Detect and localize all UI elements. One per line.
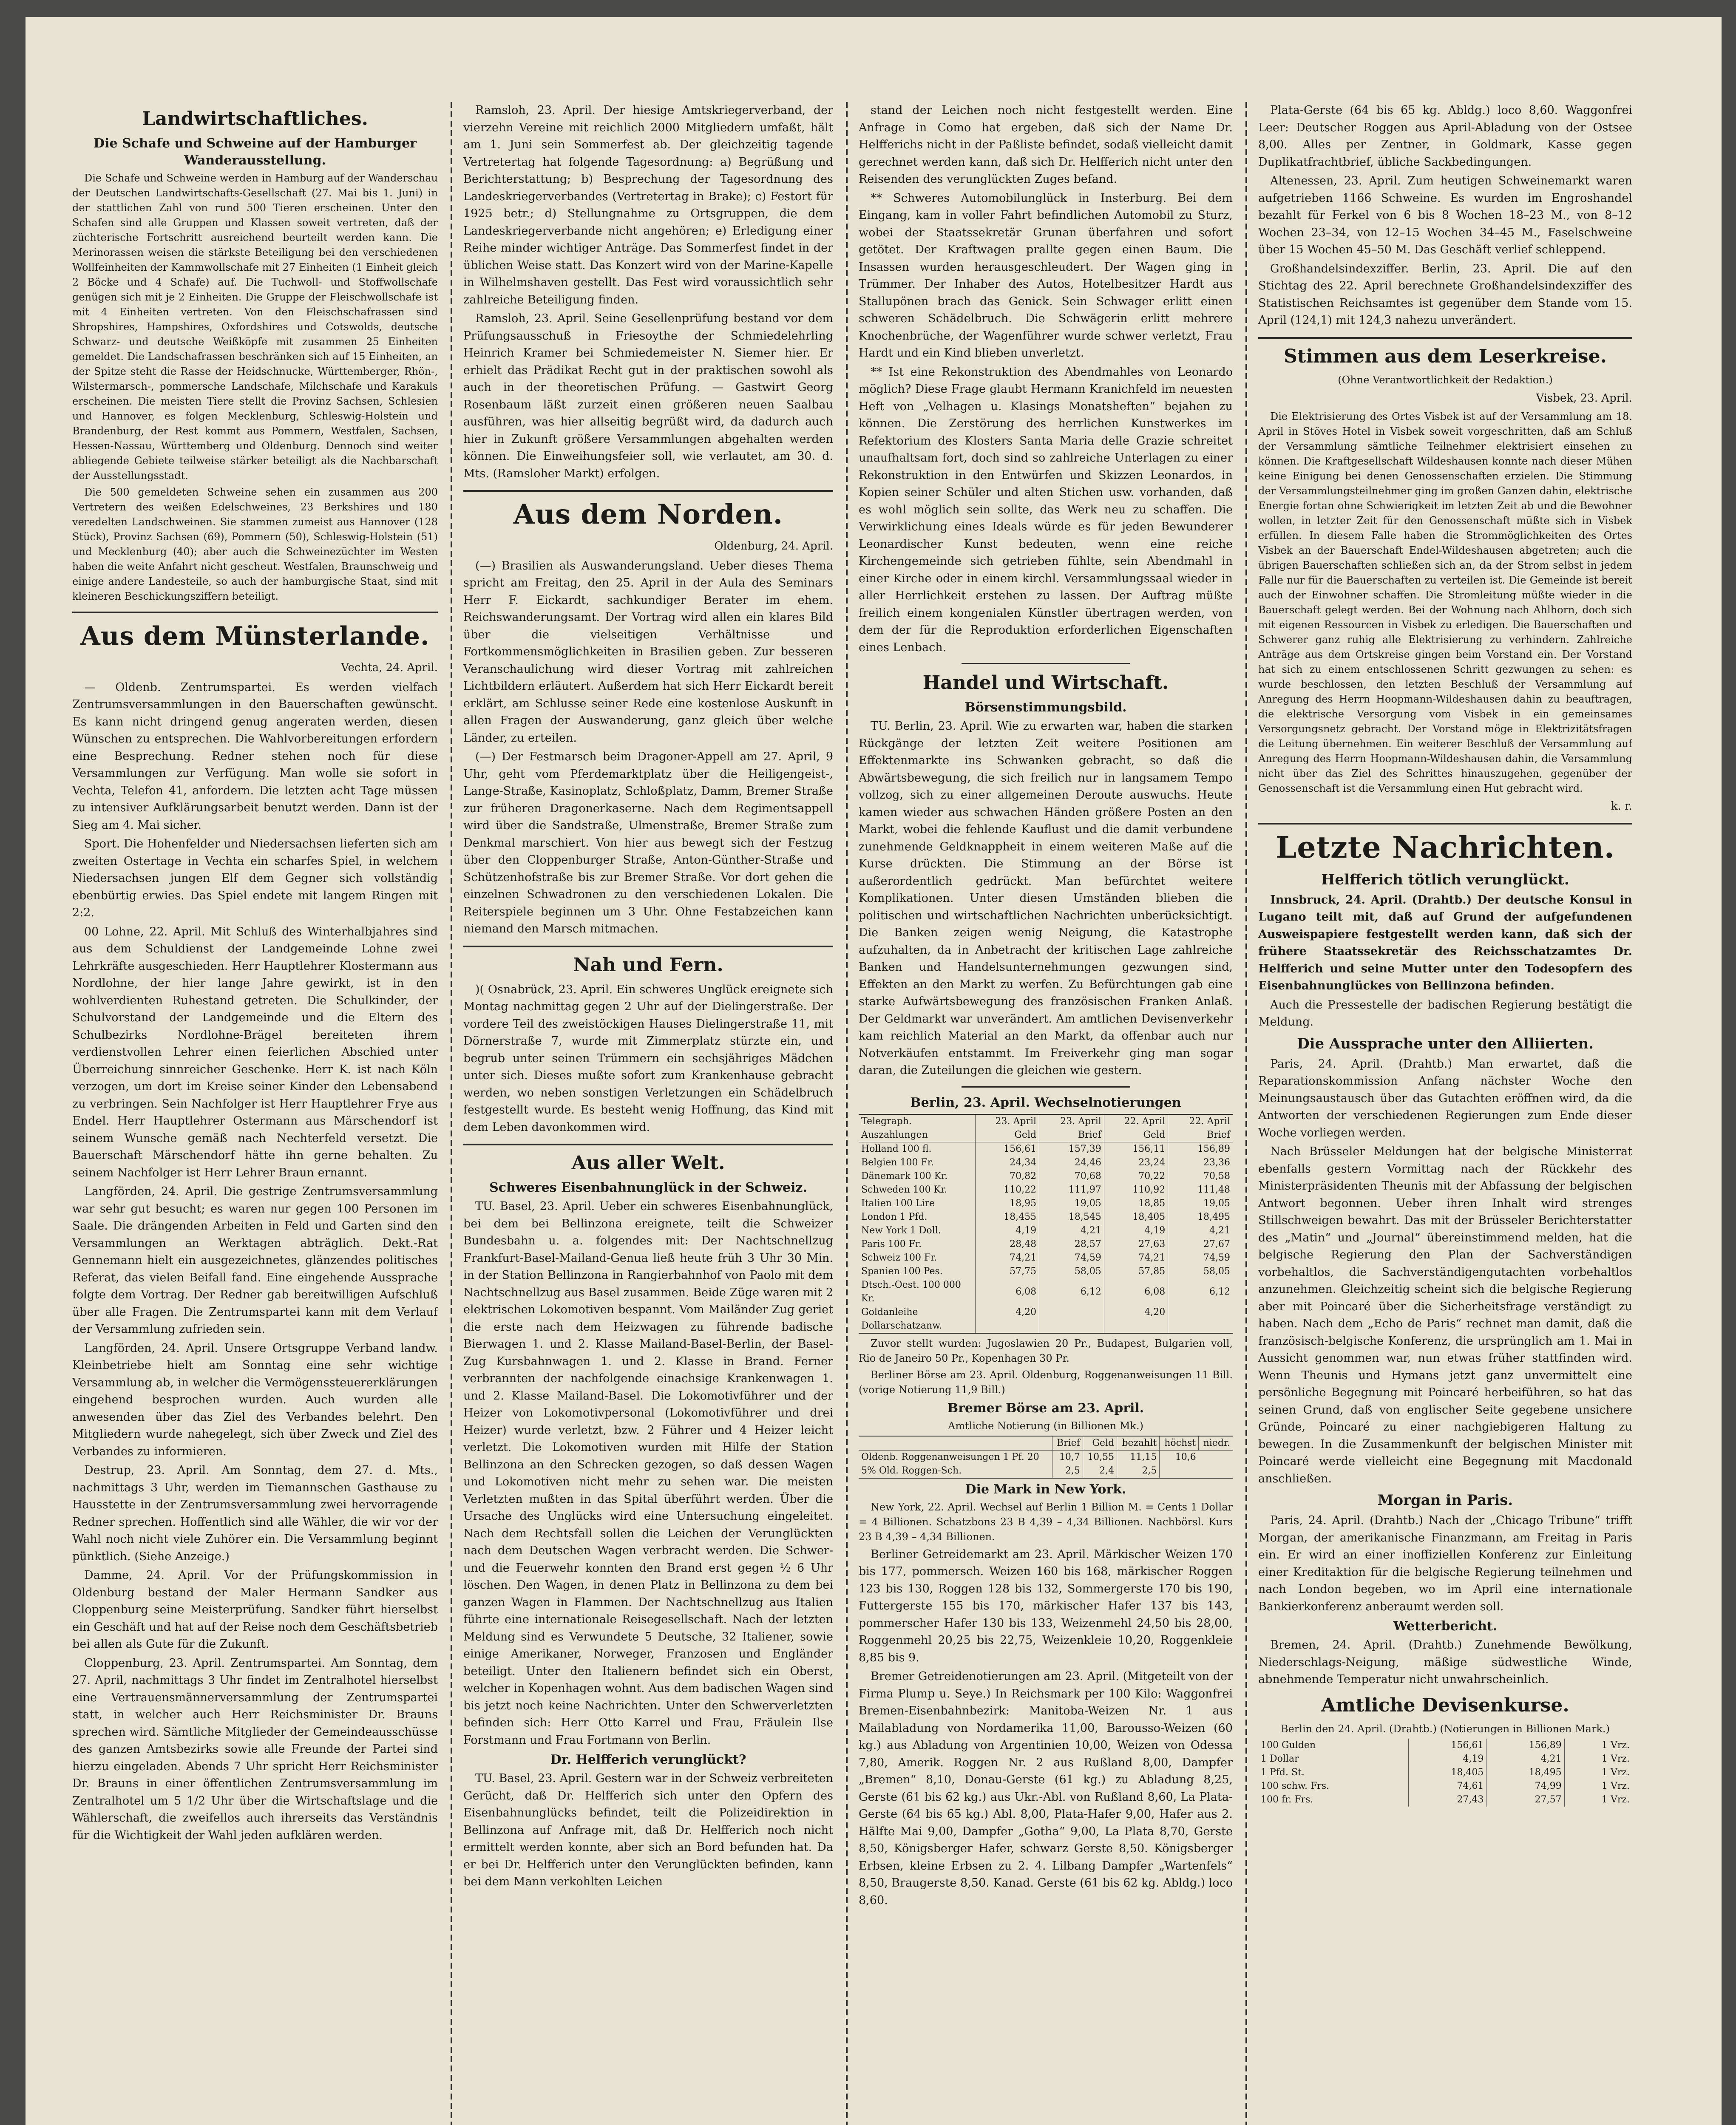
- table-cell: 74,99: [1486, 1779, 1564, 1793]
- table-cell: 27,43: [1409, 1793, 1486, 1807]
- table-cell: 10,7: [1052, 1450, 1083, 1464]
- table-cell: Dollarschatzanw.: [861, 1320, 942, 1331]
- table-cell: Oldenb. Roggenanweisungen 1 Pf. 20: [861, 1451, 1039, 1462]
- table-header-cell: [859, 1436, 1052, 1451]
- article-paragraph: Cloppenburg, 23. April. Zentrumspartei. Am Sonntag, dem 27. April, nachmittags 3 Uhr findet im Zentralhotel hierselbst eine Vertrauensmännerversammlung der Zentrumspartei statt, in welcher auch Herr Reichsminister Dr. Brauns sprechen wird. Sämtliche Mitglieder der Gemeindeausschüsse des ganzen Amtsbezirks sowie alle Freunde der Partei sind hierzu eingeladen. Abends 7 Uhr spricht Herr Reichsminister Dr. Brauns in einer öffentlichen Zentrumsversammlung im Zentralhotel um 5 1/2 Uhr über die Wirtschaftslage und die Wählerschaft, die zweifellos auch ihrerseits das Verständnis für die Wichtigkeit der Wahl jeden aufklären werden.: [72, 1656, 438, 1842]
- table-cell: Spanien 100 Pes.: [861, 1266, 943, 1277]
- table-cell: 70,22: [1104, 1170, 1168, 1183]
- table-cell: 18,405: [1104, 1210, 1168, 1224]
- table-header-cell: Brief: [1052, 1436, 1083, 1451]
- table-title: Berlin, 23. April. Wechselnotierungen: [910, 1095, 1181, 1110]
- article-paragraph: Nach Brüsseler Meldungen hat der belgische Ministerrat ebenfalls gestern Vormittag nach der Rückkehr des Ministerpräsidenten Theunis mit der Abfassung der belgischen Antwort begonnen. Ueber ihren Inhalt wird strenges Stillschweigen bewahrt. Das mit der Brüsseler Berichterstatter des „Matin“ und „Journal“ übereinstimmend melden, hat die belgische Regierung den Plan der Sachverständigen vorbehaltlos, die Sachverständigengutachten vorbehaltlos anzunehmen. Gleichzeitig scheint sich die belgische Regierung aber mit Poincaré über die Sicherheitsfrage verständigt zu haben. Nach dem „Echo de Paris“ rechnet man damit, daß die französisch-belgische Konferenz, die ursprünglich am 1. Mai in Aussicht genommen war, nun etwas früher stattfinden wird. Wenn Theunis und Hymans jetzt ganz unvermittelt eine persönliche Begegnung mit Poincaré herbeiführen, so hat das seinen Grund, daß von englischer Seite gegebene unsichere Gründe, Poincaré zu einer nachgiebigeren Haltung zu bewegen. In die Zusammenkunft der belgischen Minister mit Poincaré werde vielleicht eine Begegnung mit Macdonald anschließen.: [1258, 1145, 1632, 1485]
- article-paragraph: Paris, 24. April. (Drahtb.) Nach der „Chicago Tribune“ trifft Morgan, der amerikanische Finanzmann, am Freitag in Paris ein. Er wird an einer inoffiziellen Konferenz zur Einleitung einer Kreditaktion für die belgische Regierung teilnehmen und nach London begeben, wo im April eine internationale Bankierkonferenz anberaumt werden soll.: [1258, 1514, 1632, 1613]
- signature: k. r.: [1611, 800, 1632, 813]
- table-cell: 70,58: [1168, 1170, 1233, 1183]
- article-paragraph: Auch die Pressestelle der badischen Regierung bestätigt die Meldung.: [1258, 998, 1632, 1028]
- table-row: [1258, 1793, 1632, 1807]
- table-cell: 74,59: [1039, 1251, 1104, 1265]
- table-cell: 1 Dollar: [1261, 1753, 1299, 1764]
- section-divider: [962, 1086, 1130, 1088]
- table-row: [1258, 1779, 1632, 1793]
- section-heading: Aus dem Norden.: [513, 499, 783, 530]
- table-cell: Italien 100 Lire: [861, 1198, 935, 1209]
- article-paragraph: Altenessen, 23. April. Zum heutigen Schweinemarkt waren aufgetrieben 1166 Schweine. Es wurden im Engroshandel bezahlt für Ferkel von 6 bis 8 Wochen 18–23 M., von 8–12 Wochen 23–34, von 12–15 Wochen 34–45 M., Faselschweine über 15 Wochen 45–50 M. Das Geschäft verlief schleppend.: [1258, 174, 1632, 256]
- table-cell: 58,05: [1039, 1265, 1104, 1278]
- table-cell: [1039, 1319, 1104, 1333]
- article-paragraph: Berliner Getreidemarkt am 23. April. Märkischer Weizen 170 bis 177, pommersch. Weizen 160 bis 168, märkischer Roggen 123 bis 130, Roggen 128 bis 132, Sommergerste 170 bis 190, Futtergerste 155 bis 170, märkischer Hafer 137 bis 143, pommerscher Hafer 130 bis 133, Weizenmehl 24,50 bis 28,00, Roggenmehl 20,25 bis 22,75, Weizenkleie 10,20, Roggenkleie 8,85 bis 9.: [859, 1547, 1233, 1664]
- table-header-cell: bezahlt: [1117, 1436, 1160, 1451]
- table-cell: [1168, 1306, 1233, 1319]
- table-cell: 10,55: [1083, 1450, 1117, 1464]
- table-cell: 2,5: [1052, 1464, 1083, 1478]
- table-cell: 18,85: [1104, 1197, 1168, 1210]
- article-paragraph: (—) Brasilien als Auswanderungsland. Ueber dieses Thema spricht am Freitag, den 25. April in der Aula des Seminars Herr F. Eickardt, sachkundiger Berater im ehem. Reichswanderungsamt. Der Vortrag wird allen ein klares Bild über die vielseitigen Verhältnisse und Fortkommensmöglichkeiten in Brasilien geben. Zur besseren Veranschaulichung wird dieser Vortrag mit zahlreichen Lichtbildern erläutert. Außerdem hat sich Herr Eickardt bereit erklärt, am Schlusse seiner Rede eine kostenlose Auskunft in allen Fragen der Auswanderung, ganz gleich über welche Länder, zu erteilen.: [463, 559, 833, 745]
- article-headline: Helfferich tötlich verunglückt.: [1321, 871, 1569, 888]
- table-row: [859, 1319, 1233, 1333]
- table-cell: 4,19: [1104, 1224, 1168, 1238]
- table-cell: 18,455: [975, 1210, 1039, 1224]
- article-paragraph: New York, 22. April. Wechsel auf Berlin 1 Billion M. = Cents 1 Dollar = 4 Billionen. Schatzbons 23 B 4,39 – 4,34 Billionen. Nachbörsl. Kurs 23 B 4,39 – 4,34 Billionen.: [859, 1501, 1233, 1543]
- table-cell: Goldanleihe: [861, 1306, 918, 1318]
- table-cell: 4,21: [1486, 1752, 1564, 1766]
- column-rule: [1245, 102, 1247, 2125]
- table-cell: 110,92: [1104, 1183, 1168, 1197]
- newspaper-page: [26, 17, 1722, 2125]
- section-heading: Aus aller Welt.: [571, 1152, 725, 1174]
- table-cell: 11,15: [1117, 1450, 1160, 1464]
- table-cell: 6,08: [1104, 1278, 1168, 1306]
- table-row: [859, 1183, 1233, 1197]
- table-header-cell: 23. April Geld: [975, 1114, 1039, 1142]
- table-cell: 74,59: [1168, 1251, 1233, 1265]
- article-headline: Die Schafe und Schweine auf der Hamburger Wanderausstellung.: [94, 136, 417, 168]
- table-cell: [1168, 1319, 1233, 1333]
- article-paragraph: )( Osnabrück, 23. April. Ein schweres Unglück ereignete sich Montag nachmittag gegen 2 Uhr auf der Dielingerstraße. Der vordere Teil des zweistöckigen Hauses Dielingerstraße 11, mit Dörnerstraße 7, wurde mit Zimmerplatz stürzte ein, und begrub unter seinen Trümmern ein sechsjähriges Mädchen unter sich. Dieses mußte sofort zum Krankenhause gebracht werden, wo neben sonstigen Verletzungen ein Schädelbruch festgestellt wurde. Es besteht wenig Hoffnung, das Kind mit dem Leben davonkommen wird.: [463, 983, 833, 1134]
- table-cell: 111,97: [1039, 1183, 1104, 1197]
- table-cell: 1 Vrz.: [1564, 1779, 1632, 1793]
- table-cell: 4,19: [975, 1224, 1039, 1238]
- table-row: [1258, 1766, 1632, 1779]
- article-paragraph: Langförden, 24. April. Unsere Ortsgruppe Verband landw. Kleinbetriebe hielt am Sonntag eine sehr wichtige Versammlung ab, in welcher die Vermögenssteuererklärungen eingehend besprochen wurden. Auch wurden alle anwesenden über das Ziel des Verbandes belehrt. Den Mitgliedern wurde nahegelegt, sich über Zweck und Ziel des Verbandes zu informieren.: [72, 1341, 438, 1458]
- article-headline: Die Mark in New York.: [965, 1482, 1126, 1497]
- bremer-table: [859, 1436, 1233, 1479]
- table-cell: 156,89: [1486, 1739, 1564, 1752]
- dateline: Visbek, 23. April.: [1536, 391, 1632, 405]
- table-cell: 100 schw. Frs.: [1261, 1780, 1330, 1791]
- article-paragraph: (—) Der Festmarsch beim Dragoner-Appell am 27. April, 9 Uhr, geht vom Pferdemarktplatz über die Heiligengeist-, Lange-Straße, Kasinoplatz, Schloßplatz, Damm, Bremer Straße zur früheren Dragonerkaserne. Nach dem Regimentsappell wird über die Sandstraße, Ulmenstraße, Bremer Straße zum Denkmal marschiert. Von hier aus bewegt sich der Festzug über den Cloppenburger Straße, Anton-Günther-Straße und Schützenhofstraße bis zur Bremer Straße. Vor dort gehen die einzelnen Schwadronen zu den verschiedenen Lokalen. Die Reiterspiele beginnen um 3 Uhr. Ohne Festabzeichen kann niemand den Marsch mitmachen.: [463, 750, 833, 935]
- table-cell: 6,12: [1168, 1278, 1233, 1306]
- table-cell: 28,57: [1039, 1238, 1104, 1251]
- table-cell: 24,34: [975, 1156, 1039, 1170]
- article-paragraph: Ramsloh, 23. April. Der hiesige Amtskriegerverband, der vierzehn Vereine mit reichlich 2000 Mitgliedern umfaßt, hält am 1. Juni sein Sommerfest ab. Der gleichzeitig tagende Vertretertag hat folgende Tagesordnung: a) Begrüßung und Berichterstattung; b) Besprechung der Tagesordnung des Landeskriegerverbandes (Vertretertag in Brake); c) Festort für 1925 betr.; d) Stellungnahme zu Ortsgruppen, die dem Landeskriegerverbande nicht angehören; e) Erledigung einer Reihe minder wichtiger Anträge. Das Sommerfest findet in der üblichen Weise statt. Das Konzert wird von der Marine-Kapelle in Wilhelmshaven gestellt. Das Fest wird voraussichtlich sehr zahlreiche Beteiligung finden.: [463, 104, 833, 306]
- table-cell: 57,85: [1104, 1265, 1168, 1278]
- table-cell: 58,05: [1168, 1265, 1233, 1278]
- table-row: [859, 1265, 1233, 1278]
- table-cell: 27,67: [1168, 1238, 1233, 1251]
- table-cell: 18,495: [1486, 1766, 1564, 1779]
- table-row: [859, 1224, 1233, 1238]
- section-subtitle: (Ohne Verantwortlichkeit der Redaktion.): [1338, 374, 1553, 386]
- table-title: Bremer Börse am 23. April.: [947, 1400, 1144, 1416]
- table-cell: 4,21: [1168, 1224, 1233, 1238]
- article-paragraph: Langförden, 24. April. Die gestrige Zentrumsversammlung war sehr gut besucht; es waren nur gegen 100 Personen im Saale. Die drängenden Arbeiten in Feld und Garten sind den Versammlungen an Werktagen abträglich. Dekt.-Rat Gennemann hielt ein ausgezeichnetes, glänzendes politisches Referat, das vielen Beifall fand. Eine eingehende Aussprache folgte dem Vortrag. Der Redner gab bereitwilligen Aufschluß über alle Fragen. Die Zentrumspartei kann mit dem Verlauf der Versammlung zufrieden sein.: [72, 1185, 438, 1336]
- table-cell: 1 Vrz.: [1564, 1793, 1632, 1807]
- section-divider: [463, 946, 833, 947]
- section-divider: [463, 490, 833, 492]
- table-cell: 4,20: [975, 1306, 1039, 1319]
- table-cell: 10,6: [1160, 1450, 1199, 1464]
- article-paragraph: Damme, 24. April. Vor der Prüfungskommission in Oldenburg bestand der Maler Hermann Sandker aus Cloppenburg seine Meisterprüfung. Sandker führt hierselbst ein Geschäft und hat auf der Reise noch dem Geschäftsbetrieb bei allen als Gute für die Zukunft.: [72, 1569, 438, 1651]
- article-paragraph: Sport. Die Hohenfelder und Niedersachsen lieferten sich am zweiten Ostertage in Vechta ein scharfes Spiel, in welchem Niedersachsen jungen Elf dem Gegner sich vollständig ebenbürtig erwies. Das Spiel endete mit langem Ringen mit 2:2.: [72, 837, 438, 919]
- table-cell: 18,495: [1168, 1210, 1233, 1224]
- table-cell: 1 Vrz.: [1564, 1752, 1632, 1766]
- table-cell: 157,39: [1039, 1142, 1104, 1156]
- table-cell: 27,63: [1104, 1238, 1168, 1251]
- section-heading: Handel und Wirtschaft.: [922, 672, 1169, 694]
- table-cell: 110,22: [975, 1183, 1039, 1197]
- table-row: [859, 1238, 1233, 1251]
- table-cell: New York 1 Doll.: [861, 1225, 941, 1236]
- table-header-cell: 23. April Brief: [1039, 1114, 1104, 1142]
- article-paragraph: ** Schweres Automobilunglück in Insterburg. Bei dem Eingang, kam in voller Fahrt befindlichen Automobil zu Sturz, wobei der Staatssekretär Grunan überfahren und sofort getötet. Der Kraftwagen prallte gegen einen Baum. Die Insassen wurden herausgeschleudert. Der Wagen ging in Trümmer. Der Inhaber des Autos, Hotelbesitzer Hardt aus Stallupönen brach das Genick. Sein Schwager erlitt einen schweren Schädelbruch. Die Schwägerin erlitt mehrere Knochenbrüche, der Wagenführer wurde schwer verletzt, Frau Hardt und ein Kind blieben unverletzt.: [859, 191, 1233, 360]
- article-paragraph: 00 Lohne, 22. April. Mit Schluß des Winterhalbjahres sind aus dem Schuldienst der Landgemeinde Lohne zwei Lehrkräfte ausgeschieden. Herr Hauptlehrer Klostermann aus Nordlohne, der hier lange Jahre gewirkt, ist in den wohlverdienten Ruhestand getreten. Die Schulkinder, der Schulvorstand der Landgemeinde und die Eltern des Schulbezirks Nordlohne-Brägel bereiteten ihrem verdienstvollen Lehrer einen feierlichen Abschied unter Überreichung sinnreicher Geschenke. Herr K. ist nach Köln verzogen, um dort im Kreise seiner Kinder den Lebensabend zu verbringen. Sein Nachfolger ist Herr Hauptlehrer Frye aus Endel. Herr Hauptlehrer Ostermann aus Märschendorf ist seinem Wunsche gemäß nach Nechterfeld versetzt. Die Bauerschaft Märschendorf hätte ihn gerne behalten. Zu seinem Nachfolger ist Herr Lehrer Braun ernannt.: [72, 925, 438, 1179]
- table-cell: Schweden 100 Kr.: [861, 1184, 947, 1195]
- table-subtitle: Amtliche Notierung (in Billionen Mk.): [948, 1420, 1143, 1432]
- table-cell: 70,68: [1039, 1170, 1104, 1183]
- table-cell: 24,46: [1039, 1156, 1104, 1170]
- article-paragraph: Die 500 gemeldeten Schweine sehen ein zusammen aus 200 Vertretern des weißen Edelschweines, 23 Berkshires und 180 veredelten Landschweinen. Sie stammen zumeist aus Hannover (128 Stück), Provinz Sachsen (69), Pommern (50), Schleswig-Holstein (51) und Mecklenburg (40); aber auch die Schweinezüchter im Westen haben die weite Anfahrt nicht gescheut. Westfalen, Braunschweig und einige andere Landesteile, so auch der hamburgische Staat, sind mit kleineren Beschickungsziffern beteiligt.: [72, 486, 438, 602]
- table-cell: 111,48: [1168, 1183, 1233, 1197]
- table-cell: [1104, 1319, 1168, 1333]
- article-paragraph: Zuvor stellt wurden: Jugoslawien 20 Pr., Budapest, Bulgarien voll, Rio de Janeiro 50 Pr., Kopenhagen 30 Pr.: [859, 1337, 1233, 1364]
- table-cell: London 1 Pfd.: [861, 1211, 928, 1222]
- article-paragraph: Großhandelsindexziffer. Berlin, 23. April. Die auf den Stichtag des 22. April berechnete Großhandelsindexziffer des Statistischen Reichsamtes ist gegenüber dem Stande vom 15. April (124,1) mit 124,3 nahezu unverändert.: [1258, 262, 1632, 327]
- table-cell: 19,05: [1168, 1197, 1233, 1210]
- article-paragraph: Innsbruck, 24. April. (Drahtb.) Der deutsche Konsul in Lugano teilt mit, daß auf Grund der aufgefundenen Ausweispapiere festgestellt werden kann, daß sich der frühere Staatssekretär des Reichsschatzamtes Dr. Helfferich und seine Mutter unter den Todesopfern des Eisenbahnunglückes von Bellinzona befinden.: [1258, 893, 1632, 992]
- table-cell: 2,5: [1117, 1464, 1160, 1478]
- article-paragraph: Ramsloh, 23. April. Seine Gesellenprüfung bestand vor dem Prüfungsausschuß in Friesoythe der Schmiedelehrling Heinrich Kramer bei Schmiedemeister N. Siemer hier. Er erhielt das Prädikat Recht gut in der praktischen sowohl als auch in der theoretischen Prüfung. — Gastwirt Georg Rosenbaum läßt zurzeit einen größeren neuen Saalbau ausführen, was hier allseitig begrüßt wird, da dadurch auch hier in Zukunft größere Versammlungen abgehalten werden können. Die Einweihungsfeier soll, wie verlautet, am 30. d. Mts. (Ramsloher Markt) erfolgen.: [463, 312, 833, 480]
- column-2: [463, 102, 833, 2125]
- section-heading: Landwirtschaftliches.: [142, 108, 368, 130]
- table-row: [859, 1197, 1233, 1210]
- section-divider: [1258, 337, 1632, 339]
- table-cell: 1 Vrz.: [1564, 1739, 1632, 1752]
- table-cell: 28,48: [975, 1238, 1039, 1251]
- table-row: [859, 1278, 1233, 1306]
- section-heading: Amtliche Devisenkurse.: [1321, 1694, 1569, 1716]
- column-rule: [451, 102, 452, 2125]
- table-cell: 100 fr. Frs.: [1261, 1794, 1313, 1805]
- table-cell: 156,11: [1104, 1142, 1168, 1156]
- article-paragraph: TU. Basel, 23. April. Ueber ein schweres Eisenbahnunglück, bei dem bei Bellinzona ereignete, teilt die Schweizer Bundesbahn u. a. folgendes mit: Der Nachtschnellzug Frankfurt-Basel-Mailand-Genua ließ heute früh 3 Uhr 30 Min. in der Station Bellinzona in Rangierbahnhof von Paolo mit dem Nachtschnellzug aus Basel zusammen. Beide Züge waren mit 2 elektrischen Lokomotiven bespannt. Vom Mailänder Zug geriet die erste nach dem Heizwagen zu führende badische Bierwagen 1. und 2. Klasse Mailand-Basel-Berlin, der Basel-Zug Kursbahnwagen 1. und 2. Klasse in Brand. Ferner verbrannten der nachfolgende einachsige Krankenwagen 1. und 2. Klasse Mailand-Basel. Die Lokomotivführer und der Heizer von Lokomotivpersonal (Lokomotivführer und drei Heizer) wurde verletzt, bzw. 2 Führer und 4 Heizer leicht verletzt. Die Lokomotiven wurden mit Hilfe der Station Bellinzona an den Schrecken gezogen, so daß dessen Wagen und Lokomotiven nicht mehr zu sehen war. Die meisten Verletzten mußten in das Spital überführt werden. Über die Ursache des Unglücks wird eine Untersuchung eingeleitet. Nach dem Rechtsfall sollen die Leichen der Verunglückten nach dem Deutschen Wagen verbracht werden. Die Schwer- und die Feuerwehr konnten den Brand erst gegen ½ 6 Uhr löschen. Den Wagen, in denen Platz in Bellinzona zu dem bei ganzen Wagen in Flammen. Der Nachtschnellzug aus Italien führte eine internationale Reisegesellschaft. Nach der letzten Meldung sind es Verwundete 5 Deutsche, 32 Italiener, sowie einige Amerikaner, Norweger, Franzosen und Engländer beteiligt. Unter den Italienern befindet sich ein Oberst, welcher in Kopenhagen wohnt. Aus dem badischen Wagen sind bis jetzt noch keine Nachrichten. Unter den Schwerverletzten befinden sich: Herr Otto Karrel und Frau, Fräulein Ilse Forstmann und Frau Fortmann von Berlin.: [463, 1200, 833, 1747]
- table-row: [1258, 1739, 1632, 1752]
- table-cell: 5% Old. Roggen-Sch.: [861, 1465, 962, 1476]
- dateline: Oldenburg, 24. April.: [714, 540, 833, 552]
- section-heading: Aus dem Münsterlande.: [80, 621, 430, 651]
- column-1: [72, 102, 438, 2125]
- table-cell: 4,20: [1104, 1306, 1168, 1319]
- table-cell: Dänemark 100 Kr.: [861, 1170, 948, 1182]
- section-heading: Nah und Fern.: [573, 954, 723, 976]
- article-headline: Dr. Helfferich verunglückt?: [550, 1752, 746, 1767]
- article-headline: Die Aussprache unter den Alliierten.: [1297, 1035, 1594, 1052]
- section-divider: [1258, 823, 1632, 824]
- table-cell: 1 Vrz.: [1564, 1766, 1632, 1779]
- table-cell: 23,36: [1168, 1156, 1233, 1170]
- table-cell: 4,21: [1039, 1224, 1104, 1238]
- article-paragraph: Paris, 24. April. (Drahtb.) Man erwartet, daß die Reparationskommission Anfang nächster Woche den Meinungsaustausch über das Gutachten eröffnen wird, da die Antworten der verschiedenen Regierungen zum Ende dieser Woche vorliegen werden.: [1258, 1057, 1632, 1139]
- table-cell: [1039, 1306, 1104, 1319]
- table-cell: Belgien 100 Fr.: [861, 1157, 934, 1168]
- article-paragraph: Die Elektrisierung des Ortes Visbek ist auf der Versammlung am 18. April in Stöves Hotel in Visbek soweit vorgeschritten, daß am Schluß der Versammlung sämtliche Teilnehmer elektrisiert einsehen zu können. Die Kraftgesellschaft Wildeshausen konnte nach dieser Mühen keine Einigung bei denen Genossenschaften erzielen. Die Stimmung der Versammlungsteilnehmer ging im großen Ganzen dahin, elektrische Energie fortan ohne Schwierigkeit im letzten Zeit ab und die Bewohner wollen, in letzter Zeit für den Genossenschaft müßte sich in Visbek erfüllen. In diesem Falle haben die Strommöglichkeiten des Ortes Visbek an der Bauerschaft Endel-Wildeshausen abgetreten; auch die übrigen Bauerschaften schließen sich an, da der Strom selbst in jedem Falle nur für die Bauerschaften zu verteilen ist. Die Gemeinde ist bereit auch der Einwohner schaffen. Die Stromleitung müßte wieder in die Bauerschaft gelegt werden. Bei der Wohnung nach Ahlhorn, doch sich mit eigenen Ressourcen in Visbek zu erledigen. Die Bauerschaften und Schwerer ganz ruhig alle Elektrisierung zu verhindern. Zahlreiche Anträge aus dem Ortskreise gingen beim Vorstand ein. Der Vorstand hat sich zu einem entschlossenen Schritt gezwungen zu sehen: es wurde beschlossen, den letzten Beschluß der Versammlung auf Anregung des Herrn Hoopmann-Wildeshausen dahin zu beauftragen, die elektrische Versorgung vom Visbek in ein gemeinsames Versorgungsnetz gebracht. Der Vorstand möge in Elektrizitätsfragen die Leitung übernehmen. Ein weiterer Beschluß der Versammlung auf Anregung des Herrn Hoopmann-Wildeshausen dahin, die Versammlung nicht über das Ziel des Schrittes hinauszugehen, gegenüber der Genossenschaft ist die Versammlung einen Hut gebracht wird.: [1258, 411, 1632, 794]
- table-row: [859, 1306, 1233, 1319]
- article-paragraph: TU. Basel, 23. April. Gestern war in der Schweiz verbreiteten Gerücht, daß Dr. Helfferich sich unter den Opfern des Eisenbahnunglücks befindet, teilt die Polizeidirektion in Bellinzona auf Anfrage mit, daß Dr. Helfferich noch nicht ermittelt werden konnte, aber sich an Bord befunden hat. Da er bei Dr. Helfferich unter den Verunglückten befinden, kann bei dem Mann verkohlten Leichen: [463, 1772, 833, 1888]
- article-paragraph: Plata-Gerste (64 bis 65 kg. Abldg.) loco 8,60. Waggonfrei Leer: Deutscher Roggen aus April-Abladung von der Ostsee 8,00. Alles per Zentner, in Goldmark, Kasse gegen Duplikatfrachtbrief, übliche Sackbedingungen.: [1258, 104, 1632, 169]
- table-cell: Paris 100 Fr.: [861, 1238, 922, 1250]
- article-paragraph: Destrup, 23. April. Am Sonntag, dem 27. d. Mts., nachmittags 3 Uhr, werden im Tiemannschen Gasthause zu Hausstette in der Zentrumsversammlung zwei hervorragende Redner sprechen. Hoffentlich sind alle Wähler, die wir vor der Wahl noch nicht viele Zuhörer ein. Die Versammlung beginnt pünktlich. (Siehe Anzeige.): [72, 1464, 438, 1563]
- table-cell: 4,19: [1409, 1752, 1486, 1766]
- column-3: [859, 102, 1233, 2125]
- article-paragraph: TU. Berlin, 23. April. Wie zu erwarten war, haben die starken Rückgänge der letzten Zeit weitere Positionen am Effektenmarkte ins Schwanken gebracht, so daß die Abwärtsbewegung, die sich freilich nur in langsamem Tempo vollzog, sich zu einer allgemeinen Deroute auswuchs. Heute kamen wieder aus schwachen Händen größere Posten an den Markt, wobei die fehlende Kauflust und die damit verbundene zunehmende Geldknappheit in einem weiteren Maße auf die Kurse drückten. Die Stimmung an der Börse ist außerordentlich gedrückt. Man befürchtet weitere Komplikationen. Unter diesen Umständen blieben die politischen und wirtschaftlichen Nachrichten unberücksichtigt. Die Banken zeigen wenig Neigung, die Katastrophe aufzuhalten, da in Anbetracht der kritischen Lage zahlreiche Banken und Handelsunternehmungen gezwungen sind, Effekten an den Markt zu werfen. Zu Befürchtungen gab eine starke Aufwärtsbewegung des französischen Franken Anlaß. Der Geldmarkt war unverändert. Am amtlichen Devisenverkehr kam reichlich Material an den Markt, da offenbar auch nur Notverkäufen entstammt. Im Freiverkehr ging man sogar daran, die Zuteilungen die gleichen wie gestern.: [859, 720, 1233, 1077]
- section-heading: Letzte Nachrichten.: [1275, 829, 1615, 865]
- table-cell: 74,21: [1104, 1251, 1168, 1265]
- table-cell: 6,08: [975, 1278, 1039, 1306]
- article-paragraph: — Oldenb. Zentrumspartei. Es werden vielfach Zentrumsversammlungen in den Bauerschaften gewünscht. Es kann nicht dringend genug angeraten werden, diesen Wünschen zu entsprechen. Die Wahlvorbereitungen erfordern eine Besprechung. Redner stehen noch für diese Versammlungen zur Verfügung. Man wolle sie sofort in Vechta, Telefon 41, anfordern. Die letzten acht Tage müssen zu intensiver Aufklärungsarbeit benutzt werden. Dann ist der Sieg am 4. Mai sicher.: [72, 680, 438, 832]
- article-headline: Wetterbericht.: [1393, 1619, 1498, 1634]
- table-cell: 2,4: [1083, 1464, 1117, 1478]
- table-subtitle: Berlin den 24. April. (Drahtb.) (Notierungen in Billionen Mark.): [1280, 1723, 1610, 1735]
- table-cell: 1 Pfd. St.: [1261, 1767, 1305, 1778]
- column-rule: [846, 102, 848, 2125]
- table-cell: 19,05: [1039, 1197, 1104, 1210]
- table-cell: Dtsch.-Oest. 100 000 Kr.: [861, 1279, 961, 1304]
- table-cell: 100 Gulden: [1261, 1740, 1316, 1751]
- wechsel-table: [859, 1114, 1233, 1334]
- table-header-cell: höchst: [1160, 1436, 1199, 1451]
- section-divider: [72, 612, 438, 613]
- table-cell: Schweiz 100 Fr.: [861, 1252, 937, 1263]
- article-headline: Börsenstimmungsbild.: [964, 700, 1127, 715]
- article-paragraph: Bremer Getreidenotierungen am 23. April. (Mitgeteilt von der Firma Plump u. Seye.) In Reichsmark per 100 Kilo: Waggonfrei Bremen-Eisenbahnbezirk: Manitoba-Weizen Nr. 1 aus Mailabladung von Nordamerika 11,00, Barousso-Weizen (60 kg.) aus Abladung von Argentinien 10,00, Weizen von Odessa 7,80, Amerik. Roggen Nr. 2 aus Rußland 8,00, Dampfer „Bremen“ 8,10, Donau-Gerste (61 kg.) zu Abladung 8,25, Gerste (61 bis 62 kg.) aus Ukr.-Abl. von Rußland 8,60, La Plata-Gerste (64 bis 65 kg.) Abl. 8,00, Plata-Hafer 9,00, Hafer aus 2. Hälfte Mai 9,00, Dampfer „Gotha“ 9,00, La Plata 8,70, Gerste 8,50, Königsberger Hafer, schwarz Gerste 8,50. Königsberger Erbsen, kleine Erbsen zu 2. 4. Lilbang Dampfer „Wartenfels“ 8,50, Braugerste 8,50. Kanad. Gerste (61 bis 62 kg. Abldg.) loco 8,60.: [859, 1670, 1233, 1907]
- table-header-cell: Geld: [1083, 1436, 1117, 1451]
- table-cell: 57,75: [975, 1265, 1039, 1278]
- table-header-cell: Telegraph. Auszahlungen: [859, 1114, 975, 1142]
- article-paragraph: ** Ist eine Rekonstruktion des Abendmahles von Leonardo möglich? Diese Frage glaubt Hermann Kranichfeld im neuesten Heft von „Velhagen u. Klasings Monatsheften“ bejahen zu können. Die Zerstörung des herrlichen Kunstwerkes im Refektorium des Klosters Santa Maria delle Grazie schreitet unaufhaltsam fort, doch sind so zahlreiche Unterlagen zu einer Rekonstruktion in den Entwürfen und Skizzen Leonardos, in Kopien seiner Schüler und alten Stichen usw. vorhanden, daß es wohl möglich sein sollte, das Werk neu zu schaffen. Die Verwirklichung eines Ideals würde es für jeden Bewunderer Leonardischer Kunst bedeuten, wenn eine reiche Kirchengemeinde sich getrieben fühlte, sein Abendmahl in einer Kirche oder in einem kirchl. Versammlungssaal wieder in aller Herrlichkeit erstehen zu lassen. Der Auftrag müßte freilich einem kongenialen Künstler übertragen werden, von dem der für die Reproduktion erforderlichen Eigenschaften eines Lenbach.: [859, 365, 1233, 654]
- table-cell: [1160, 1464, 1199, 1478]
- article-paragraph: stand der Leichen noch nicht festgestellt werden. Eine Anfrage in Como hat ergeben, daß sich der Name Dr. Helfferichs nicht in der Paßliste befindet, sodaß vielleicht damit gerechnet werden kann, daß sich Dr. Helfferich nicht unter den Reisenden des verunglückten Zuges befand.: [859, 104, 1233, 186]
- table-header-cell: 22. April Geld: [1104, 1114, 1168, 1142]
- table-row: [859, 1251, 1233, 1265]
- table-cell: 74,61: [1409, 1779, 1486, 1793]
- table-cell: 18,405: [1409, 1766, 1486, 1779]
- article-paragraph: Die Schafe und Schweine werden in Hamburg auf der Wanderschau der Deutschen Landwirtschafts-Gesellschaft (27. Mai bis 1. Juni) in der stattlichen Zahl von rund 500 Tieren erscheinen. Unter den Schafen sind alle Gruppen und Klassen soweit vertreten, daß der züchterische Fortschritt ausreichend beurteilt werden kann. Die Merinorassen weisen die stärkste Beteiligung bei den verschiedenen Wollfeinheiten der Kammwollschafe mit 27 Einheiten (1 Einheit gleich 2 Böcke und 4 Schafe) auf. Die Tuchwoll- und Stoffwollschafe genügen sich mit je 2 Einheiten. Die Gruppe der Fleischwollschafe ist mit 4 Einheiten vertreten. Von den Fleischschafrassen sind Shropshires, Hampshires, Oxfordshires und Cotswolds, deutsche Schwarz- und deutsche Weißköpfe mit zusammen 25 Einheiten gemeldet. Die Landschafrassen beschränken sich auf 15 Einheiten, an der Spitze steht die Rasse der Heidschnucke, Württemberger, Rhön-, Wilstermarsch-, pommersche Landschafe, Milchschafe und Karakuls erscheinen. Die meisten Tiere stellt die Provinz Sachsen, Schlesien und Hannover, es folgen Mecklenburg, Schleswig-Holstein und Brandenburg, der Rest kommt aus Pommern, Westfalen, Sachsen, Hessen-Nassau, Württemberg und Oldenburg. Dennoch sind weiter abliegende Gebiete teilweise stärker beteiligt als die Nachbarschaft der Ausstellungsstadt.: [72, 172, 438, 482]
- table-cell: [975, 1319, 1039, 1333]
- section-divider: [962, 663, 1130, 664]
- column-4: [1258, 102, 1632, 2125]
- dateline: Vechta, 24. April.: [341, 661, 438, 674]
- devisen-table: [1258, 1739, 1632, 1807]
- table-row: [859, 1450, 1233, 1464]
- table-cell: Holland 100 fl.: [861, 1143, 932, 1154]
- article-headline: Schweres Eisenbahnunglück in der Schweiz.: [489, 1180, 807, 1195]
- table-row: [859, 1210, 1233, 1224]
- table-cell: 156,61: [975, 1142, 1039, 1156]
- table-cell: 6,12: [1039, 1278, 1104, 1306]
- article-paragraph: Bremen, 24. April. (Drahtb.) Zunehmende Bewölkung, Niederschlags-Neigung, mäßige südwestliche Winde, abnehmende Temperatur nicht unwahrscheinlich.: [1258, 1638, 1632, 1686]
- table-row: [859, 1156, 1233, 1170]
- table-header-cell: niedr.: [1199, 1436, 1233, 1451]
- table-row: [859, 1142, 1233, 1156]
- table-cell: 18,545: [1039, 1210, 1104, 1224]
- table-cell: 70,82: [975, 1170, 1039, 1183]
- table-cell: 23,24: [1104, 1156, 1168, 1170]
- table-cell: 74,21: [975, 1251, 1039, 1265]
- table-cell: 156,89: [1168, 1142, 1233, 1156]
- article-headline: Morgan in Paris.: [1377, 1492, 1513, 1509]
- table-row: [1258, 1752, 1632, 1766]
- table-cell: 27,57: [1486, 1793, 1564, 1807]
- table-header-cell: 22. April Brief: [1168, 1114, 1233, 1142]
- table-row: [859, 1170, 1233, 1183]
- section-heading: Stimmen aus dem Leserkreise.: [1284, 345, 1607, 367]
- table-cell: 18,95: [975, 1197, 1039, 1210]
- article-paragraph: Berliner Börse am 23. April. Oldenburg, Roggenanweisungen 11 Bill. (vorige Notierung 11,9 Bill.): [859, 1368, 1233, 1396]
- table-row: [859, 1464, 1233, 1478]
- section-divider: [463, 1144, 833, 1145]
- table-cell: 156,61: [1409, 1739, 1486, 1752]
